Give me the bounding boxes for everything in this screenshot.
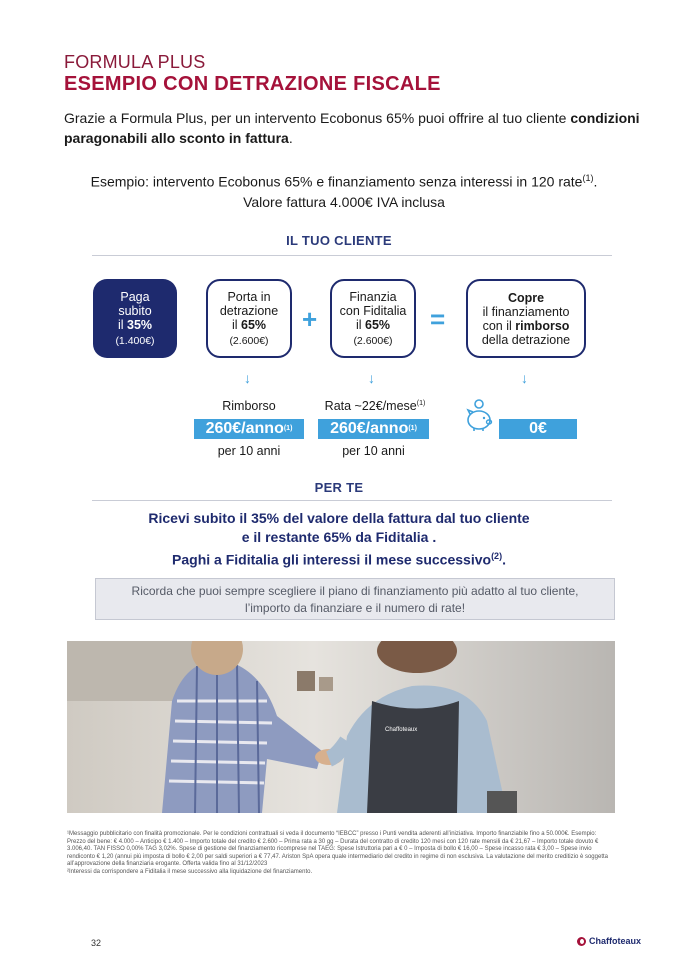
brand-name: Chaffoteaux	[589, 936, 642, 946]
arrow-down-icon: ↓	[521, 370, 528, 386]
rata-duration: per 10 anni	[342, 444, 405, 458]
intro-paragraph	[64, 108, 644, 148]
rimborso-footnote-ref: (1)	[283, 425, 293, 432]
example-line-1	[64, 168, 624, 192]
box1-line-3a: il	[117, 317, 127, 332]
rata-value	[318, 419, 429, 439]
zero-cost-value: 0€	[499, 419, 577, 439]
cliente-divider	[92, 255, 612, 256]
box2-percent: 65%	[241, 317, 267, 332]
perte-line-3-text: Paghi a Fiditalia gli interessi il mese successivo	[172, 551, 492, 568]
perte-line-2: e il restante 65% da Fiditalia .	[241, 529, 437, 545]
box4-line-1: Copre	[507, 290, 545, 305]
example-line-2: Valore fattura 4.000€ IVA inclusa	[243, 193, 445, 210]
perte-line-1: Ricevi subito il 35% del valore della fattura dal tuo cliente	[148, 510, 530, 526]
rimborso-value	[194, 419, 304, 439]
box4-line-2: il finanziamento	[482, 304, 570, 319]
page-header	[64, 52, 441, 96]
box-copre	[466, 279, 586, 358]
box2-line-3	[232, 318, 266, 332]
rata-amount: 260€/anno	[330, 420, 409, 437]
rata-label-footnote-ref: (1)	[416, 399, 426, 407]
footnotes	[67, 831, 615, 877]
example-line-1-end: .	[593, 173, 598, 190]
box-detrazione	[206, 279, 292, 358]
rimborso-amount: 260€/anno	[205, 420, 284, 437]
box2-line-3a: il	[231, 317, 241, 332]
rata-label	[313, 399, 437, 413]
box-finanzia	[330, 279, 416, 358]
box1-line-3	[118, 318, 152, 332]
box4-line-3	[483, 319, 570, 333]
perte-line-3-end: .	[502, 551, 506, 568]
note-line-1: Ricorda che puoi sempre scegliere il piano di finanziamento più adatto al tuo cliente,	[131, 584, 579, 598]
perte-line-3	[0, 547, 678, 570]
handshake-photo	[67, 641, 615, 813]
box3-percent: 65%	[365, 317, 391, 332]
rimborso-label: Rimborso	[222, 399, 276, 413]
box3-line-1: Finanzia	[349, 289, 397, 304]
perte-footnote-ref: (2)	[491, 551, 503, 561]
box-paga-subito	[93, 279, 177, 358]
page-number: 32	[91, 938, 102, 948]
rimborso-duration: per 10 anni	[217, 444, 281, 458]
handshake-illustration	[67, 641, 615, 813]
box4-line-3a: con il	[482, 318, 516, 333]
plus-icon: +	[302, 304, 318, 334]
box1-percent: 35%	[127, 317, 153, 332]
perte-title: PER TE	[314, 480, 364, 495]
box3-line-3	[356, 318, 390, 332]
brand-mark-icon	[577, 937, 586, 946]
footnote-1: ¹Messaggio pubblicitario con finalità promozionale. Per le condizioni contrattuali si veda il documento “IEBCC” presso i Punti vendita aderenti all’iniziativa. Importo finanziabile fino a 50.000€. Esempio: Prezzo del bene: € 4.000 – Anticipo € 1.400 – Importo totale del credito € 2.600 – Prima rata a 30 gg – Durata del contratto di credito 120 mesi con 120 rate mensili da € 21,67 – Importo totale dovuto € 3.006,40. TAN FISSO 0,00% TAG 3,02%. Spese di gestione del finanziamento ricomprese nel TAEG: Spese Istruttoria pari a € 0 – Imposta di bollo € 16,00 – Spese incasso rata € 3,00 – Spese invio rendiconto € 1,20 (annui più imposta di bollo € 2,00 per saldi superiori a € 77,47. Ariston SpA opera quale intermediario del credito in regime di non esclusiva. La valutazione del merito creditizio è soggetta all’approvazione della finanziaria erogante. Offerta valida fino al 31/12/2023	[67, 831, 608, 868]
cliente-title: IL TUO CLIENTE	[286, 233, 392, 248]
intro-text: Grazie a Formula Plus, per un intervento Ecobonus 65% puoi offrire al tuo cliente	[64, 110, 571, 126]
box4-rimborso: rimborso	[515, 318, 570, 333]
perte-divider	[92, 500, 612, 501]
apron-logo-text: Chaffoteaux	[385, 727, 418, 733]
example-line-1-text: Esempio: intervento Ecobonus 65% e finanziamento senza interessi in 120 rate	[90, 173, 583, 190]
rata-footnote-ref: (1)	[408, 425, 417, 432]
box3-amount: (2.600€)	[353, 334, 393, 347]
rata-label-text: Rata ~22€/mese	[324, 399, 417, 413]
example-footnote-ref: (1)	[582, 173, 594, 183]
box2-amount: (2.600€)	[229, 334, 269, 347]
note-line-2: l’importo da finanziare e il numero di rate!	[244, 601, 466, 615]
footnote-2: ²Interessi da corrispondere a Fiditalia il mese successivo alla liquidazione del finanziamento.	[67, 868, 313, 875]
reminder-note	[95, 578, 615, 620]
brand-logo	[577, 936, 641, 946]
piggy-bank-icon	[464, 398, 494, 432]
arrow-down-icon: ↓	[368, 370, 375, 386]
box2-line-1: Porta in	[227, 289, 271, 304]
box1-line-1: Paga	[120, 289, 150, 304]
equals-icon: =	[430, 304, 446, 334]
example-block	[64, 168, 624, 212]
box3-line-2: con Fiditalia	[339, 303, 407, 318]
box1-amount: (1.400€)	[115, 334, 155, 347]
intro-end: .	[288, 130, 293, 146]
box1-line-2: subito	[118, 303, 152, 318]
section-kicker: FORMULA PLUS	[64, 52, 206, 72]
box4-line-4: della detrazione	[481, 332, 571, 347]
page-title: ESEMPIO CON DETRAZIONE FISCALE	[64, 73, 441, 95]
box2-line-2: detrazione	[219, 303, 279, 318]
box3-line-3a: il	[355, 317, 365, 332]
intro-bold: condizioni paragonabili allo sconto in fattura	[64, 110, 640, 146]
arrow-down-icon: ↓	[244, 370, 251, 386]
